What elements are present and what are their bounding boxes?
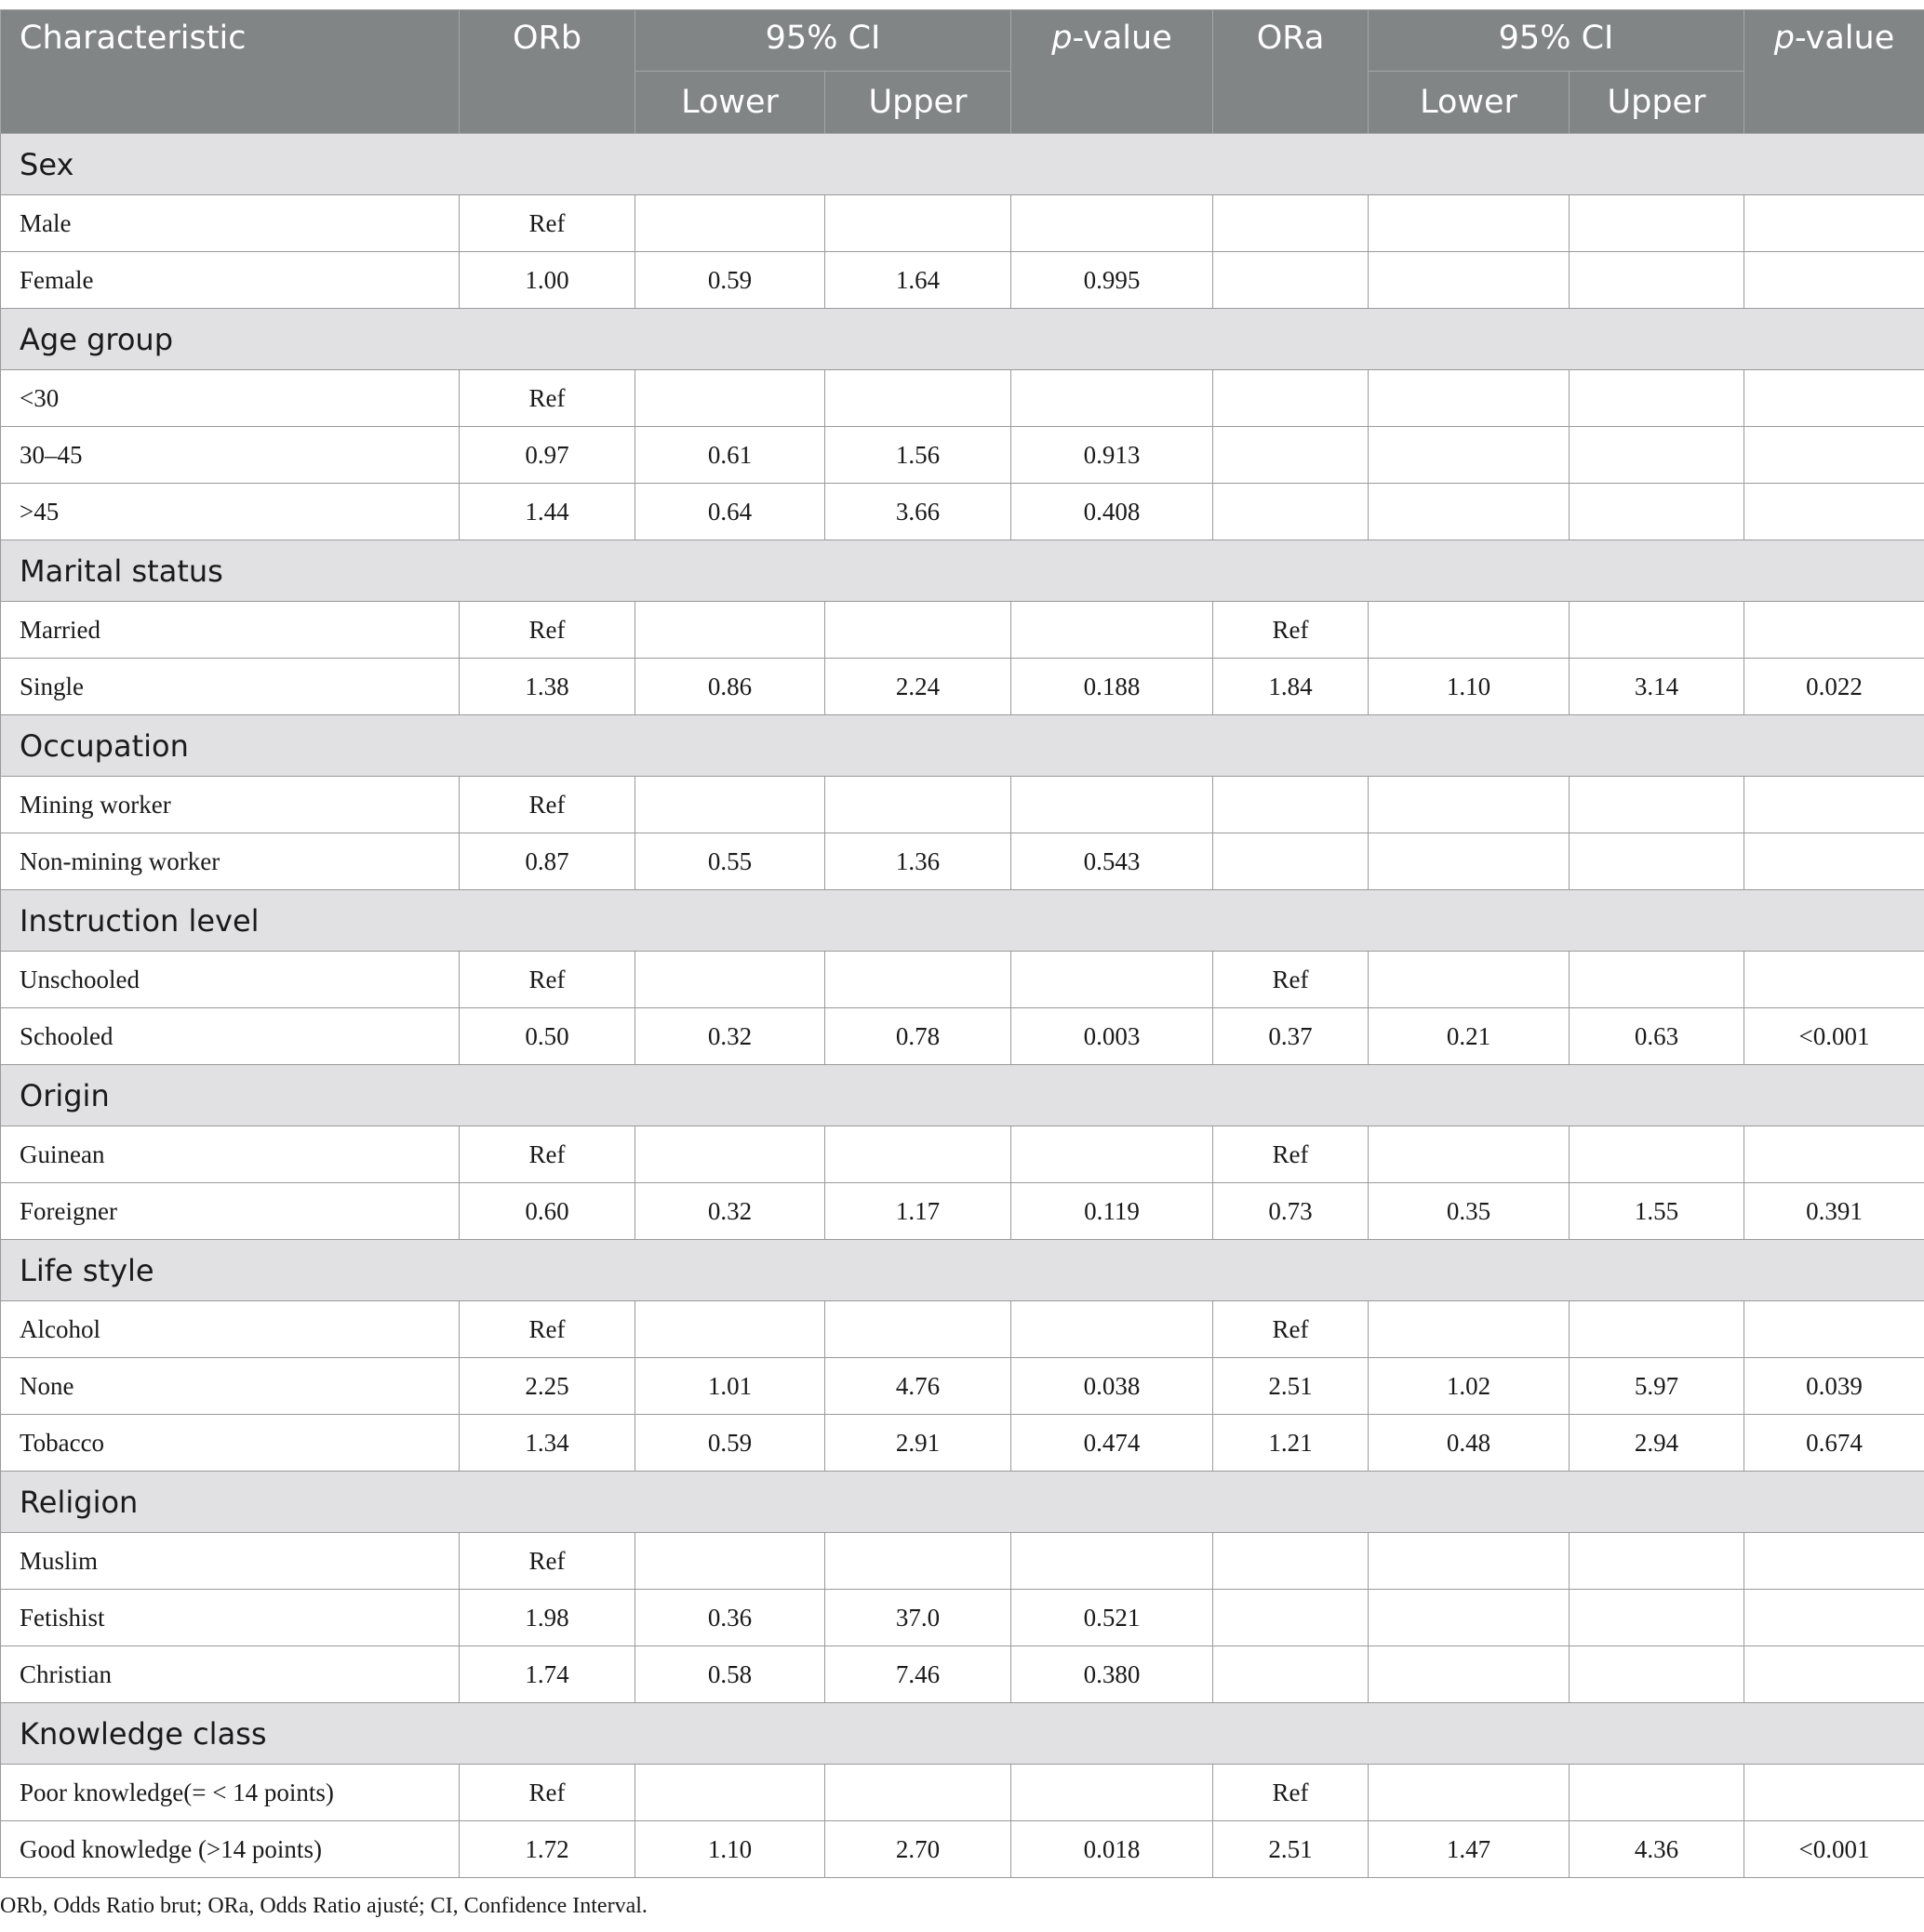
cell-upper-crude [825,1126,1011,1183]
cell-pvalue-crude: 0.543 [1011,833,1213,890]
cell-lower-adjusted [1369,952,1570,1008]
cell-pvalue-adjusted [1744,370,1924,427]
cell-upper-crude [825,370,1011,427]
cell-orb: 0.60 [460,1183,635,1240]
cell-pvalue-adjusted [1744,195,1924,252]
cell-upper-adjusted [1570,1533,1744,1590]
cell-upper-adjusted [1570,484,1744,540]
header-ci-crude: 95% CI [635,10,1011,72]
cell-pvalue-crude [1011,952,1213,1008]
cell-pvalue-adjusted: 0.022 [1744,659,1924,715]
cell-lower-adjusted [1369,1590,1570,1646]
cell-upper-adjusted: 1.55 [1570,1183,1744,1240]
cell-upper-adjusted [1570,1590,1744,1646]
table-row [1,252,1924,309]
table-row [1,777,1924,833]
cell-upper-adjusted [1570,1765,1744,1821]
cell-pvalue-crude: 0.003 [1011,1008,1213,1065]
cell-pvalue-adjusted [1744,777,1924,833]
section-title: Instruction level [1,890,1924,952]
cell-pvalue-adjusted [1744,602,1924,659]
section-title: Origin [1,1065,1924,1126]
cell-upper-crude: 37.0 [825,1590,1011,1646]
cell-lower-crude: 0.59 [635,252,825,309]
cell-label: Good knowledge (>14 points) [1,1821,460,1878]
cell-pvalue-crude [1011,195,1213,252]
cell-pvalue-adjusted [1744,1126,1924,1183]
cell-pvalue-adjusted: <0.001 [1744,1008,1924,1065]
cell-orb: Ref [460,602,635,659]
cell-label: Single [1,659,460,715]
section-title: Marital status [1,540,1924,602]
header-ora: ORa [1213,10,1369,134]
cell-pvalue-crude [1011,1533,1213,1590]
cell-upper-adjusted [1570,370,1744,427]
cell-orb: Ref [460,1765,635,1821]
cell-upper-crude [825,195,1011,252]
header-orb: ORb [460,10,635,134]
cell-upper-adjusted [1570,602,1744,659]
cell-lower-adjusted: 1.02 [1369,1358,1570,1415]
cell-label: None [1,1358,460,1415]
cell-orb: 2.25 [460,1358,635,1415]
table-row [1,1183,1924,1240]
table-row [1,1590,1924,1646]
cell-pvalue-crude: 0.038 [1011,1358,1213,1415]
cell-pvalue-crude: 0.913 [1011,427,1213,484]
cell-upper-adjusted [1570,1301,1744,1358]
header-upper-adjusted: Upper [1570,72,1744,134]
cell-orb: Ref [460,370,635,427]
cell-lower-crude [635,195,825,252]
cell-lower-adjusted [1369,1301,1570,1358]
cell-lower-adjusted [1369,1533,1570,1590]
cell-ora: 2.51 [1213,1821,1369,1878]
header-pvalue-adj-italic: p [1773,20,1795,57]
cell-label: Schooled [1,1008,460,1065]
table-header [1,10,1924,134]
table-row [1,1533,1924,1590]
cell-pvalue-adjusted [1744,1301,1924,1358]
cell-orb: 1.74 [460,1646,635,1703]
cell-pvalue-adjusted [1744,1646,1924,1703]
section-row [1,1703,1924,1765]
cell-orb: Ref [460,952,635,1008]
cell-ora [1213,427,1369,484]
cell-upper-adjusted: 4.36 [1570,1821,1744,1878]
cell-upper-adjusted: 2.94 [1570,1415,1744,1472]
cell-orb: 1.38 [460,659,635,715]
cell-pvalue-crude: 0.474 [1011,1415,1213,1472]
section-title: Knowledge class [1,1703,1924,1765]
cell-lower-adjusted: 1.10 [1369,659,1570,715]
cell-lower-crude: 0.58 [635,1646,825,1703]
cell-orb: 0.50 [460,1008,635,1065]
cell-ora: Ref [1213,952,1369,1008]
cell-pvalue-crude: 0.408 [1011,484,1213,540]
table-row [1,602,1924,659]
cell-upper-adjusted [1570,777,1744,833]
section-row [1,134,1924,195]
cell-upper-crude: 3.66 [825,484,1011,540]
cell-label: >45 [1,484,460,540]
cell-lower-crude [635,1126,825,1183]
cell-upper-crude [825,1301,1011,1358]
cell-lower-adjusted [1369,1126,1570,1183]
cell-lower-adjusted: 0.48 [1369,1415,1570,1472]
cell-pvalue-adjusted [1744,1765,1924,1821]
cell-lower-crude [635,777,825,833]
cell-ora [1213,833,1369,890]
section-row [1,1472,1924,1533]
cell-upper-adjusted [1570,252,1744,309]
cell-lower-crude: 0.61 [635,427,825,484]
table-row [1,659,1924,715]
cell-pvalue-crude: 0.188 [1011,659,1213,715]
cell-lower-crude: 0.55 [635,833,825,890]
cell-ora: Ref [1213,1301,1369,1358]
cell-orb: Ref [460,1126,635,1183]
cell-upper-crude: 1.64 [825,252,1011,309]
cell-upper-crude: 2.24 [825,659,1011,715]
table-row [1,427,1924,484]
cell-label: Fetishist [1,1590,460,1646]
cell-lower-adjusted [1369,252,1570,309]
cell-ora [1213,1646,1369,1703]
section-row [1,309,1924,370]
cell-lower-adjusted [1369,833,1570,890]
cell-pvalue-crude: 0.018 [1011,1821,1213,1878]
header-pvalue-adj-rest: -value [1794,20,1895,57]
cell-lower-adjusted [1369,370,1570,427]
cell-pvalue-crude: 0.995 [1011,252,1213,309]
cell-ora: 2.51 [1213,1358,1369,1415]
table-row [1,833,1924,890]
cell-lower-adjusted [1369,484,1570,540]
cell-lower-adjusted [1369,1765,1570,1821]
cell-upper-adjusted [1570,427,1744,484]
header-pvalue-adjusted [1744,10,1924,134]
section-title: Occupation [1,715,1924,777]
cell-orb: 1.00 [460,252,635,309]
cell-lower-adjusted [1369,1646,1570,1703]
cell-upper-crude [825,1533,1011,1590]
cell-pvalue-adjusted [1744,427,1924,484]
cell-pvalue-crude [1011,602,1213,659]
cell-label: Married [1,602,460,659]
cell-lower-crude [635,952,825,1008]
cell-lower-crude: 0.32 [635,1008,825,1065]
cell-pvalue-adjusted [1744,833,1924,890]
cell-lower-crude [635,1533,825,1590]
cell-label: Christian [1,1646,460,1703]
table-row [1,1765,1924,1821]
table-row [1,195,1924,252]
cell-lower-crude: 1.10 [635,1821,825,1878]
header-pvalue-crude-italic: p [1051,20,1073,57]
cell-ora [1213,252,1369,309]
cell-ora: Ref [1213,1126,1369,1183]
header-pvalue-crude [1011,10,1213,134]
cell-lower-crude: 0.59 [635,1415,825,1472]
cell-pvalue-crude: 0.119 [1011,1183,1213,1240]
section-title: Religion [1,1472,1924,1533]
cell-pvalue-crude [1011,1765,1213,1821]
table-footnote: ORb, Odds Ratio brut; ORa, Odds Ratio ajusté; CI, Confidence Interval. [0,1894,648,1918]
table-row [1,1821,1924,1878]
cell-pvalue-adjusted [1744,252,1924,309]
cell-label: Non-mining worker [1,833,460,890]
cell-orb: 1.44 [460,484,635,540]
cell-ora [1213,370,1369,427]
cell-lower-crude: 1.01 [635,1358,825,1415]
cell-orb: Ref [460,1301,635,1358]
cell-upper-crude: 0.78 [825,1008,1011,1065]
section-row [1,715,1924,777]
cell-label: <30 [1,370,460,427]
cell-upper-crude: 1.56 [825,427,1011,484]
cell-label: Poor knowledge(= < 14 points) [1,1765,460,1821]
section-row [1,540,1924,602]
cell-label: Mining worker [1,777,460,833]
cell-upper-adjusted: 3.14 [1570,659,1744,715]
cell-upper-adjusted: 0.63 [1570,1008,1744,1065]
odds-ratio-table [0,9,1924,1878]
table-row [1,1008,1924,1065]
cell-ora: 0.37 [1213,1008,1369,1065]
cell-pvalue-crude [1011,777,1213,833]
cell-lower-crude [635,1765,825,1821]
table-row [1,1415,1924,1472]
cell-ora: Ref [1213,602,1369,659]
cell-upper-adjusted [1570,952,1744,1008]
cell-lower-crude [635,602,825,659]
cell-ora: 1.84 [1213,659,1369,715]
cell-pvalue-adjusted: 0.039 [1744,1358,1924,1415]
cell-lower-adjusted [1369,777,1570,833]
section-title: Life style [1,1240,1924,1301]
cell-ora [1213,1533,1369,1590]
cell-orb: Ref [460,1533,635,1590]
cell-pvalue-adjusted [1744,952,1924,1008]
cell-upper-adjusted: 5.97 [1570,1358,1744,1415]
cell-lower-adjusted: 1.47 [1369,1821,1570,1878]
cell-orb: 0.87 [460,833,635,890]
header-lower-crude: Lower [635,72,825,134]
cell-upper-adjusted [1570,195,1744,252]
cell-orb: 0.97 [460,427,635,484]
header-upper-crude: Upper [825,72,1011,134]
cell-label: Female [1,252,460,309]
cell-lower-adjusted: 0.35 [1369,1183,1570,1240]
cell-ora: 1.21 [1213,1415,1369,1472]
cell-pvalue-crude: 0.380 [1011,1646,1213,1703]
section-title: Age group [1,309,1924,370]
table-row [1,1126,1924,1183]
table-row [1,1358,1924,1415]
section-row [1,1240,1924,1301]
cell-pvalue-crude [1011,1126,1213,1183]
cell-pvalue-adjusted [1744,1590,1924,1646]
cell-ora [1213,1590,1369,1646]
cell-pvalue-adjusted: <0.001 [1744,1821,1924,1878]
cell-label: Alcohol [1,1301,460,1358]
cell-upper-crude [825,1765,1011,1821]
cell-orb: Ref [460,195,635,252]
cell-ora [1213,777,1369,833]
cell-orb: Ref [460,777,635,833]
section-row [1,1065,1924,1126]
section-title: Sex [1,134,1924,195]
cell-lower-crude [635,1301,825,1358]
cell-upper-adjusted [1570,833,1744,890]
header-ci-adjusted: 95% CI [1369,10,1744,72]
table-body [1,134,1924,1878]
cell-orb: 1.72 [460,1821,635,1878]
table-row [1,952,1924,1008]
cell-ora: 0.73 [1213,1183,1369,1240]
cell-lower-crude [635,370,825,427]
cell-lower-crude: 0.36 [635,1590,825,1646]
cell-upper-crude: 2.70 [825,1821,1011,1878]
cell-orb: 1.34 [460,1415,635,1472]
section-row [1,890,1924,952]
cell-pvalue-crude [1011,370,1213,427]
cell-upper-crude [825,952,1011,1008]
table-row [1,1301,1924,1358]
cell-lower-crude: 0.32 [635,1183,825,1240]
cell-lower-adjusted: 0.21 [1369,1008,1570,1065]
cell-label: Unschooled [1,952,460,1008]
cell-upper-crude [825,777,1011,833]
cell-upper-adjusted [1570,1126,1744,1183]
table-row [1,484,1924,540]
cell-upper-crude: 7.46 [825,1646,1011,1703]
cell-lower-adjusted [1369,427,1570,484]
header-lower-adjusted: Lower [1369,72,1570,134]
cell-pvalue-adjusted: 0.391 [1744,1183,1924,1240]
cell-label: Tobacco [1,1415,460,1472]
cell-label: Male [1,195,460,252]
header-pvalue-crude-rest: -value [1072,20,1172,57]
cell-ora: Ref [1213,1765,1369,1821]
cell-orb: 1.98 [460,1590,635,1646]
header-characteristic: Characteristic [1,10,460,134]
cell-lower-adjusted [1369,602,1570,659]
cell-lower-adjusted [1369,195,1570,252]
cell-label: 30–45 [1,427,460,484]
cell-pvalue-crude [1011,1301,1213,1358]
cell-lower-crude: 0.64 [635,484,825,540]
cell-pvalue-adjusted [1744,484,1924,540]
cell-ora [1213,195,1369,252]
cell-label: Foreigner [1,1183,460,1240]
cell-upper-crude: 4.76 [825,1358,1011,1415]
cell-upper-adjusted [1570,1646,1744,1703]
table-row [1,1646,1924,1703]
cell-pvalue-adjusted [1744,1533,1924,1590]
cell-label: Muslim [1,1533,460,1590]
cell-lower-crude: 0.86 [635,659,825,715]
cell-upper-crude: 2.91 [825,1415,1011,1472]
cell-ora [1213,484,1369,540]
cell-pvalue-adjusted: 0.674 [1744,1415,1924,1472]
cell-upper-crude [825,602,1011,659]
table-row [1,370,1924,427]
cell-pvalue-crude: 0.521 [1011,1590,1213,1646]
cell-upper-crude: 1.17 [825,1183,1011,1240]
cell-upper-crude: 1.36 [825,833,1011,890]
cell-label: Guinean [1,1126,460,1183]
table-container [0,9,1924,1878]
